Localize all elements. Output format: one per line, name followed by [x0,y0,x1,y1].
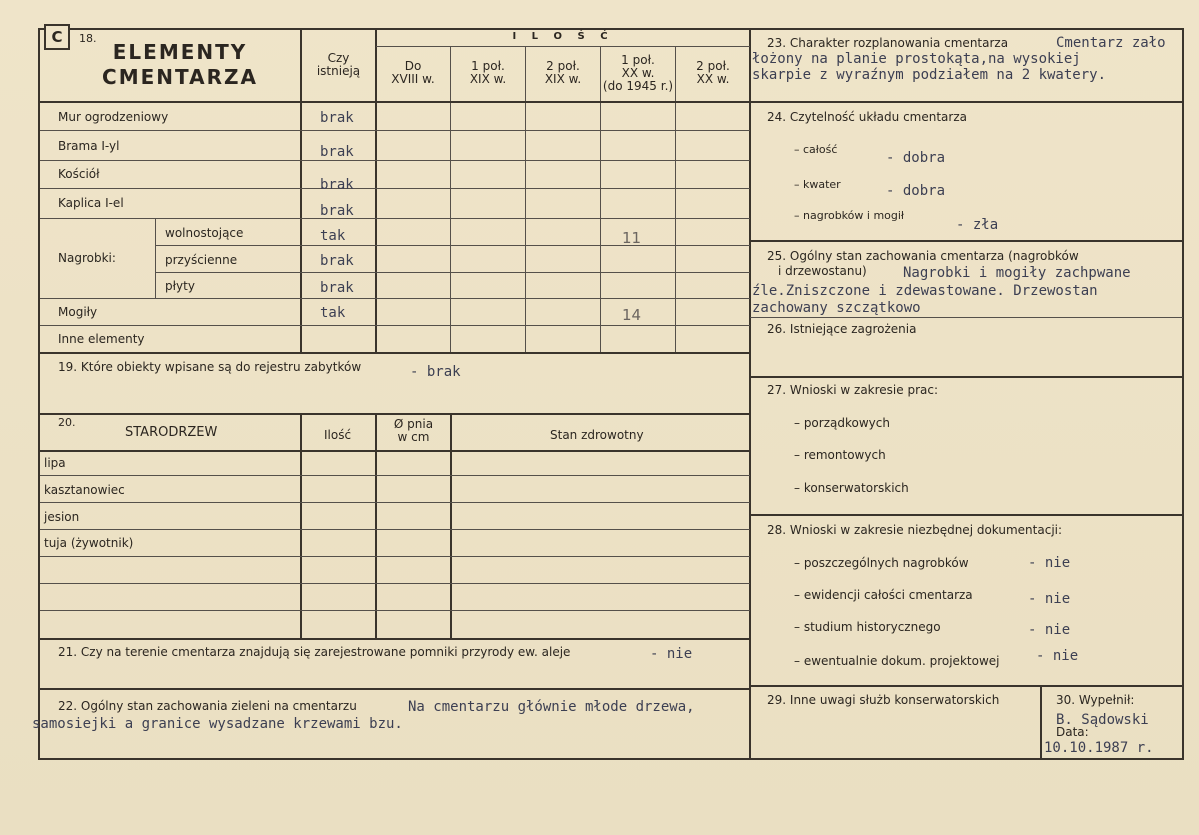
grid-v-20-a [300,413,302,639]
row-line-1 [40,130,750,131]
row-line-7 [40,298,750,299]
grid-h-22-top [38,688,750,690]
col-diam: Ø pnia w cm [393,417,434,444]
section30-label: 30. Wypełnił: [1056,693,1135,707]
row-label-przyscienne: przyścienne [165,253,238,267]
section19-label: 19. Które obiekty wpisane są do rejestru zabytków [58,360,362,374]
grid-h-28-top [750,514,1184,516]
tree-tuja: tuja (żywotnik) [44,536,134,550]
row-line-6 [155,272,750,273]
section28-answer-1: - nie [1028,591,1071,607]
section28-answer-0: - nie [1028,555,1071,571]
section25-answer-line2: źle.Zniszczone i zdewastowane. Drzewostan [752,283,1098,299]
grid-v-q2 [525,46,526,353]
col-qty: Ilość [324,428,352,442]
section19-answer: - brak [410,364,461,380]
grid-h-quantity [376,46,750,47]
exists-value-wolnostojace: tak [320,228,346,244]
row-label-kaplica: Kaplica I-el [58,196,124,210]
section25-label-line2: i drzewostanu) [778,264,867,278]
col-header-1: 1 poł. XIX w. [469,59,507,86]
exists-value-mogily: tak [320,305,346,321]
frame-bottom-left [38,758,752,760]
grid-v-nagrobki [155,218,156,298]
section28-item-2: – studium historycznego [794,620,941,634]
section22-answer-line2: samosiejki a granice wysadzane krzewami bzu. [32,716,403,732]
tree-line-5 [40,583,750,584]
section28-answer-2: - nie [1028,622,1071,638]
section23-answer-line2: łożony na planie prostokąta,na wysokiej [752,51,1081,67]
section28-answer-3: - nie [1036,648,1079,664]
row-line-8 [40,325,750,326]
grid-h-27-top [750,376,1184,378]
section21-answer: - nie [650,646,693,662]
section27-item-1: – remontowych [794,448,886,462]
grid-h-24-top [750,101,1184,103]
grid-h-20-top [38,413,750,415]
tree-lipa: lipa [44,456,66,470]
exists-value-przyscienne: brak [320,253,354,269]
section23-label: 23. Charakter rozplanowania cmentarza [767,36,1009,50]
tree-line-4 [40,556,750,557]
grid-v-20-c [450,413,452,639]
exists-header: Czy istnieją [316,51,361,78]
section23-answer-line3: skarpie z wyraźnym podziałem na 2 kwatery. [752,67,1107,83]
section20-number: 20. [58,416,76,429]
qty-mogily: 14 [622,306,642,324]
section28-item-3: – ewentualnie dokum. projektowej [794,654,1000,668]
section25-label-line1: 25. Ogólny stan zachowania cmentarza (nagrobków [767,249,1079,263]
row-label-nagrobki: Nagrobki: [58,251,116,265]
exists-value-kosciol: brak [320,177,354,193]
col-header-4: 2 poł. XX w. [696,59,730,86]
grid-v-20-b [375,413,377,639]
section26-label: 26. Istniejące zagrożenia [767,322,917,336]
section25-answer-line3: zachowany szczątkowo [752,300,921,316]
tree-jesion: jesion [44,510,80,524]
row-label-inne: Inne elementy [58,332,145,346]
row-line-4 [40,218,750,219]
section24-item-1: – kwater [794,178,841,191]
row-label-mogily: Mogiły [58,305,98,319]
exists-value-plyty: brak [320,280,354,296]
section24-label: 24. Czytelność układu cmentarza [767,110,967,124]
section24-answer-0: - dobra [886,150,946,166]
grid-h-19-top [38,352,750,354]
row-line-5 [155,245,750,246]
section28-label: 28. Wnioski w zakresie niezbędnej dokumentacji: [767,523,1063,537]
tree-line-3 [40,529,750,530]
section30-date-label: Data: [1056,725,1089,739]
section27-item-0: – porządkowych [794,416,890,430]
form-letter-box: C [44,24,70,50]
exists-value-kaplica: brak [320,203,354,219]
tree-line-1 [40,475,750,476]
section24-answer-2: - zła [956,217,999,233]
section25-answer-line1: Nagrobki i mogiły zachpwane [903,265,1131,281]
grid-h-21-top [38,638,750,640]
col-header-2: 2 poł. XIX w. [544,59,582,86]
section22-label: 22. Ogólny stan zachowania zieleni na cmentarzu [58,699,357,713]
row-label-mur: Mur ogrodzeniowy [58,110,169,124]
row-label-plyty: płyty [165,279,195,293]
section27-item-2: – konserwatorskich [794,481,909,495]
col-header-0: Do XVIII w. [391,59,435,86]
qty-wolnostojace: 11 [622,229,642,247]
section27-label: 27. Wnioski w zakresie prac: [767,383,939,397]
grid-v-30 [1040,685,1042,760]
section24-answer-1: - dobra [886,183,946,199]
section20-title: STARODRZEW [125,425,218,440]
section29-label: 29. Inne uwagi służb konserwatorskich [767,693,1000,707]
tree-kasztanowiec: kasztanowiec [44,483,125,497]
frame-bottom-right [750,758,1184,760]
section18-number: 18. [79,32,97,45]
section18-title-line2: CMENTARZA [102,65,258,89]
grid-h-header-bottom [38,101,750,103]
col-header-3: 1 poł. XX w. (do 1945 r.) [602,53,674,93]
exists-value-mur: brak [320,110,354,126]
grid-h-26-top [750,317,1183,318]
grid-v-q1 [450,46,451,353]
tree-line-2 [40,502,750,503]
row-line-3 [40,188,750,189]
exists-value-brama: brak [320,144,354,160]
section22-answer-line1: Na cmentarzu głównie młode drzewa, [408,699,695,715]
row-line-2 [40,160,750,161]
row-label-brama: Brama I-yl [58,139,120,153]
section18-title-line1: ELEMENTY [112,40,248,64]
section28-item-1: – ewidencji całości cmentarza [794,588,973,602]
quantity-header: I L O Ś Ć [512,31,614,42]
frame-divider [749,28,751,760]
frame-left [38,28,40,760]
frame-right [1182,28,1184,760]
section24-item-2: – nagrobków i mogił [794,209,905,222]
section21-label: 21. Czy na terenie cmentarza znajdują się zarejestrowane pomniki przyrody ew. aleje [58,645,571,659]
section30-name: B. Sądowski [1056,712,1149,728]
grid-h-25-top [750,240,1184,242]
section28-item-0: – poszczególnych nagrobków [794,556,969,570]
section24-item-0: – całość [794,143,838,156]
row-label-wolnostojace: wolnostojące [165,226,244,240]
grid-h-20-header [38,450,750,452]
col-health: Stan zdrowotny [550,428,644,442]
grid-h-29-top [750,685,1184,687]
row-label-kosciol: Kościół [58,167,100,181]
section30-date: 10.10.1987 r. [1044,740,1154,756]
section23-answer-line1: Cmentarz zało [1056,35,1166,51]
tree-line-6 [40,610,750,611]
